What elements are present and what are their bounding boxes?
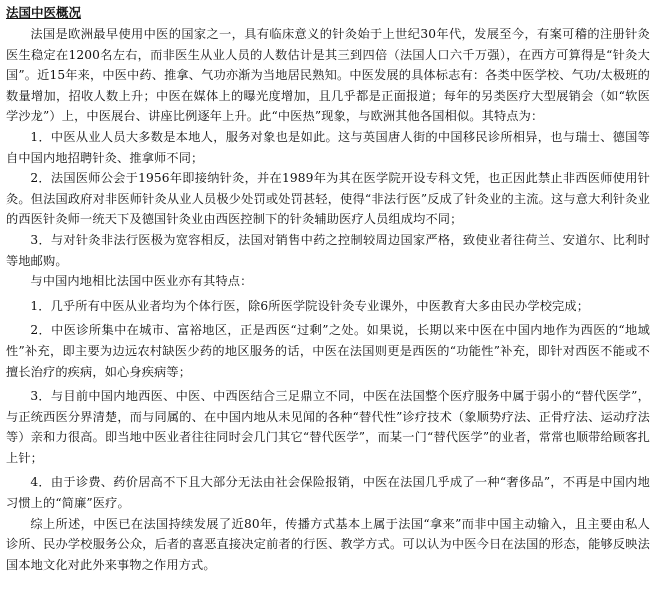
document-title: 法国中医概况: [6, 5, 82, 20]
paragraph-intro: 法国是欧洲最早使用中医的国家之一，具有临床意义的针灸始于上世纪30年代，发展至今，有案可稽的注册针灸医生稳定在1200名左右，而非医生从业人员的人数估计是其三到四倍（法国人口六千万强），在西方可算得是“针灸大国”。近15年来，中医中药、推拿、气功亦渐为当地居民熟知。中医发展的具体标志有：各类中医学校、气功/太极班的数量增加，招收人数上升；中医在媒体上的曝光度增加，且几乎都是正面报道；每年的另类医疗大型展销会（如“软医学沙龙”）上，中医展台、讲座比例逐年上升。此“中医热”现象，与欧洲其他各国相似。其特点为：: [6, 27, 650, 124]
paragraph-conclusion: 综上所述，中医已在法国持续发展了近80年，传播方式基本上属于法国“拿来”而非中国主动输入，且主要由私人诊所、民办学校服务公众，后者的喜恶直接决定前者的行医、教学方式。可以认为中医今日在法国的形态，能够反映法国本地文化对此外来事物之作用方式。: [6, 516, 650, 572]
paragraph-comparison-intro: 与中国内地相比法国中医业亦有其特点：: [30, 274, 253, 289]
paragraph-feature-1: 1．几乎所有中医从业者均为个体行医，除6所医学院设针灸专业课外，中医教育大多由民办学校完成；: [30, 298, 590, 313]
document: [6, 4, 650, 575]
paragraph-point-3: 3．与对针灸非法行医极为宽容相反，法国对销售中药之控制较周边国家严格，致使业者往荷兰、安道尔、比利时等地邮购。: [6, 232, 650, 268]
paragraph-point-2: 2．法国医师公会于1956年即接纳针灸，并在1989年为其在医学院开设专科文凭，也正因此禁止非西医师使用针灸。但法国政府对非医师针灸从业人员极少处罚或处罚甚轻，使得“非法行医”反成了针灸业的主流。这与意大利针灸业的西医针灸师一统天下及德国针灸业由西医控制下的针灸辅助医疗人员组成均不同；: [6, 171, 650, 227]
paragraph-feature-3: 3．与目前中国内地西医、中医、中西医结合三足鼎立不同，中医在法国整个医疗服务中属于弱小的“替代医学”，与正统西医分界清楚，而与同属的、在中国内地从未见闻的各种“替代性”诊疗技术（象顺势疗法、正骨疗法、运动疗法等）亲和力很高。即当地中医业者往往同时会几门其它“替代医学”，而某一门“替代医学”的业者，常常也顺带给顾客扎上针；: [6, 389, 650, 465]
paragraph-feature-2: 2．中医诊所集中在城市、富裕地区，正是西医“过剩”之处。如果说，长期以来中医在中国内地作为西医的“地域性”补充，即主要为边远农村缺医少药的地区服务的话，中医在法国则更是西医的“功能性”补充，即针对西医不能或不擅长治疗的疾病，如心身疾病等；: [6, 323, 650, 379]
paragraph-feature-4: 4．由于诊费、药价居高不下且大部分无法由社会保险报销，中医在法国几乎成了一种“奢侈品”，不再是中国内地习惯上的“简廉”医疗。: [6, 475, 650, 511]
paragraph-point-1: 1．中医从业人员大多数是本地人，服务对象也是如此。这与英国唐人街的中国移民诊所相异，也与瑞士、德国等自中国内地招聘针灸、推拿师不同；: [6, 129, 650, 165]
